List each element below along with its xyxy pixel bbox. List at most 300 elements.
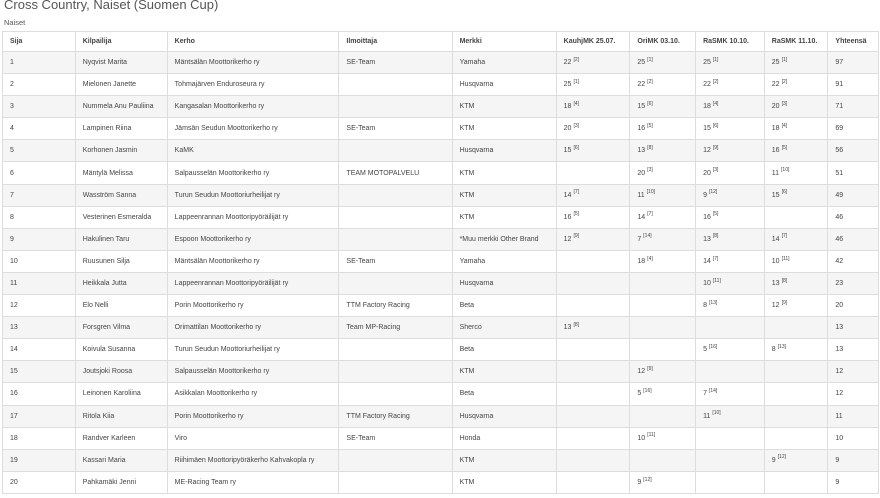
cell-kilpailija: Vesterinen Esmeralda — [75, 206, 167, 228]
cell-yhteensa: 12 — [828, 383, 879, 405]
placing-ref: [13] — [708, 299, 718, 306]
cell-yhteensa: 56 — [828, 140, 879, 162]
cell-yhteensa: 51 — [828, 162, 879, 184]
cell-yhteensa: 97 — [828, 52, 879, 74]
points-value: 5 — [703, 346, 707, 354]
cell-yhteensa: 10 — [828, 427, 879, 449]
cell-kilpailija: Mielonen Janette — [75, 74, 167, 96]
header-yhteensa[interactable]: Yhteensä — [828, 32, 879, 52]
points-value: 18 — [637, 257, 646, 265]
cell-round-2 — [630, 52, 696, 74]
placing-ref: [8] — [781, 277, 788, 284]
cell-round-4 — [764, 449, 828, 471]
header-kilpailija[interactable]: Kilpailija — [75, 32, 167, 52]
placing-ref: [9] — [712, 145, 719, 152]
cell-round-1 — [556, 272, 630, 294]
cell-ilmoittaja — [339, 339, 452, 361]
cell-sija: 17 — [3, 405, 76, 427]
cell-round-1 — [556, 339, 630, 361]
header-round-4[interactable]: RaSMK 11.10. — [764, 32, 828, 52]
points-value: 16 — [703, 213, 711, 221]
points-value: 10 — [637, 434, 646, 442]
cell-merkki: KTM — [452, 162, 556, 184]
cell-merkki: KTM — [452, 206, 556, 228]
points-value: 5 — [637, 390, 642, 398]
cell-yhteensa: 91 — [828, 74, 879, 96]
cell-kilpailija: Elo Nelli — [75, 295, 167, 317]
cell-merkki: Yamaha — [452, 52, 556, 74]
points-value: 20 — [771, 103, 780, 111]
cell-yhteensa: 12 — [828, 361, 879, 383]
cell-kilpailija: Joutsjoki Roosa — [75, 361, 167, 383]
cell-sija: 10 — [3, 250, 76, 272]
cell-round-1 — [556, 140, 630, 162]
cell-sija: 9 — [3, 228, 76, 250]
cell-round-1 — [556, 206, 630, 228]
table-row — [3, 162, 879, 184]
cell-ilmoittaja — [339, 383, 452, 405]
cell-round-2 — [630, 118, 696, 140]
cell-kerho: Tohmajärven Enduroseura ry — [167, 74, 339, 96]
cell-kilpailija: Kassari Maria — [75, 449, 167, 471]
cell-ilmoittaja — [339, 228, 452, 250]
cell-round-3 — [696, 96, 765, 118]
points-value: 15 — [563, 147, 572, 155]
cell-round-4 — [764, 228, 828, 250]
points-value: 22 — [703, 81, 711, 89]
points-value: 15 — [771, 191, 780, 199]
cell-kilpailija: Wasström Sanna — [75, 184, 167, 206]
table-row — [3, 427, 879, 449]
cell-round-1 — [556, 405, 630, 427]
cell-kilpailija: Koivula Susanna — [75, 339, 167, 361]
points-value: 13 — [703, 235, 711, 243]
points-value: 13 — [563, 324, 572, 332]
placing-ref: [7] — [712, 255, 719, 262]
placing-ref: [2] — [781, 78, 788, 85]
placing-ref: [1] — [712, 56, 719, 63]
cell-merkki: Yamaha — [452, 250, 556, 272]
table-row — [3, 140, 879, 162]
cell-yhteensa: 71 — [828, 96, 879, 118]
cell-round-3 — [696, 74, 765, 96]
cell-merkki: KTM — [452, 361, 556, 383]
placing-ref: [7] — [647, 211, 653, 218]
table-row — [3, 339, 879, 361]
points-value: 9 — [703, 191, 707, 199]
points-value: 14 — [637, 213, 646, 221]
placing-ref: [12] — [643, 476, 652, 483]
cell-round-2 — [630, 96, 696, 118]
cell-ilmoittaja: SE-Team — [339, 250, 452, 272]
cell-ilmoittaja — [339, 449, 452, 471]
cell-round-4 — [764, 272, 828, 294]
points-value: 25 — [563, 81, 572, 89]
cell-kerho: Mäntsälän Moottorikerho ry — [167, 52, 339, 74]
points-value: 13 — [637, 147, 646, 155]
cell-kilpailija: Korhonen Jasmin — [75, 140, 167, 162]
points-value: 18 — [563, 103, 572, 111]
cell-merkki: *Muu merkki Other Brand — [452, 228, 556, 250]
cell-round-2 — [630, 427, 696, 449]
placing-ref: [2] — [573, 56, 579, 63]
points-value: 16 — [637, 125, 646, 133]
points-value: 7 — [637, 235, 642, 243]
cell-yhteensa: 9 — [828, 449, 879, 471]
placing-ref: [1] — [573, 78, 579, 85]
points-value: 8 — [771, 346, 776, 354]
cell-sija: 15 — [3, 361, 76, 383]
cell-round-2 — [630, 317, 696, 339]
table-row — [3, 228, 879, 250]
cell-round-3 — [696, 140, 765, 162]
cell-kerho: Asikkalan Moottorikerho ry — [167, 383, 339, 405]
cell-kilpailija: Randver Karleen — [75, 427, 167, 449]
cell-sija: 7 — [3, 184, 76, 206]
points-value: 22 — [637, 81, 646, 89]
cell-sija: 19 — [3, 449, 76, 471]
cell-round-2 — [630, 250, 696, 272]
cell-round-3 — [696, 427, 765, 449]
cell-merkki: Beta — [452, 295, 556, 317]
placing-ref: [8] — [573, 321, 579, 328]
placing-ref: [10] — [712, 410, 721, 417]
placing-ref: [1] — [781, 56, 788, 63]
cell-kerho: Turun Seudun Moottoriurheilijat ry — [167, 184, 339, 206]
cell-round-4 — [764, 405, 828, 427]
header-sija[interactable]: Sija — [3, 32, 76, 52]
placing-ref: [5] — [573, 211, 579, 218]
points-value: 8 — [703, 302, 707, 310]
cell-round-1 — [556, 96, 630, 118]
placing-ref: [11] — [647, 432, 656, 439]
points-value: 11 — [771, 169, 780, 177]
cell-kerho: ME-Racing Team ry — [167, 471, 339, 493]
cell-round-4 — [764, 427, 828, 449]
placing-ref: [9] — [647, 366, 653, 373]
table-row — [3, 184, 879, 206]
points-value: 25 — [771, 59, 780, 67]
cell-ilmoittaja — [339, 184, 452, 206]
placing-ref: [3] — [781, 100, 788, 107]
cell-kilpailija: Heikkala Jutta — [75, 272, 167, 294]
placing-ref: [10] — [646, 189, 656, 196]
points-value: 20 — [563, 125, 572, 133]
placing-ref: [3] — [573, 123, 579, 129]
cell-sija: 12 — [3, 295, 76, 317]
cell-round-4 — [764, 295, 828, 317]
cell-round-1 — [556, 295, 630, 317]
cell-ilmoittaja — [339, 272, 452, 294]
placing-ref: [4] — [781, 123, 788, 129]
cell-merkki: KTM — [452, 118, 556, 140]
cell-ilmoittaja: TEAM MOTOPALVELU — [339, 162, 452, 184]
header-round-3[interactable]: RaSMK 10.10. — [696, 32, 765, 52]
cell-kerho: Viro — [167, 427, 339, 449]
cell-kilpailija: Nummela Anu Pauliina — [75, 96, 167, 118]
cell-round-1 — [556, 383, 630, 405]
cell-round-2 — [630, 449, 696, 471]
points-value: 10 — [703, 279, 711, 287]
cell-sija: 2 — [3, 74, 76, 96]
placing-ref: [7] — [573, 189, 579, 196]
points-value: 13 — [771, 279, 780, 287]
header-round-2[interactable]: OriMK 03.10. — [630, 32, 696, 52]
cell-sija: 8 — [3, 206, 76, 228]
table-row — [3, 383, 879, 405]
cell-round-2 — [630, 361, 696, 383]
cell-round-3 — [696, 405, 765, 427]
table-row — [3, 405, 879, 427]
cell-yhteensa: 69 — [828, 118, 879, 140]
points-value: 14 — [771, 235, 780, 243]
cell-round-2 — [630, 228, 696, 250]
cell-round-1 — [556, 162, 630, 184]
points-value: 12 — [771, 302, 780, 310]
cell-round-3 — [696, 317, 765, 339]
cell-round-4 — [764, 250, 828, 272]
placing-ref: [14] — [643, 233, 652, 240]
cell-yhteensa: 13 — [828, 317, 879, 339]
header-kerho[interactable]: Kerho — [167, 32, 339, 52]
cell-merkki: Husqvarna — [452, 405, 556, 427]
points-value: 18 — [771, 125, 780, 133]
table-row — [3, 272, 879, 294]
points-value: 12 — [703, 147, 711, 155]
cell-round-3 — [696, 206, 765, 228]
cell-ilmoittaja: TTM Factory Racing — [339, 405, 452, 427]
cell-round-1 — [556, 449, 630, 471]
placing-ref: [1] — [647, 56, 653, 63]
cell-round-3 — [696, 383, 765, 405]
cell-kilpailija: Leinonen Karoliina — [75, 383, 167, 405]
cell-kilpailija: Ritola Kiia — [75, 405, 167, 427]
cell-round-3 — [696, 361, 765, 383]
table-row — [3, 74, 879, 96]
cell-round-2 — [630, 405, 696, 427]
cell-round-1 — [556, 228, 630, 250]
cell-sija: 13 — [3, 317, 76, 339]
header-round-1[interactable]: KauhjMK 25.07. — [556, 32, 630, 52]
cell-merkki: KTM — [452, 96, 556, 118]
placing-ref: [9] — [781, 299, 788, 306]
cell-kilpailija: Hakulinen Taru — [75, 228, 167, 250]
cell-yhteensa: 46 — [828, 228, 879, 250]
cell-merkki: Beta — [452, 339, 556, 361]
cell-round-3 — [696, 272, 765, 294]
cell-ilmoittaja: SE-Team — [339, 427, 452, 449]
points-value: 10 — [771, 257, 780, 265]
cell-round-3 — [696, 162, 765, 184]
placing-ref: [16] — [708, 343, 718, 350]
table-header-row — [3, 32, 879, 52]
cell-round-3 — [696, 52, 765, 74]
cell-ilmoittaja — [339, 471, 452, 493]
cell-round-4 — [764, 96, 828, 118]
cell-round-1 — [556, 184, 630, 206]
cell-sija: 18 — [3, 427, 76, 449]
cell-ilmoittaja — [339, 140, 452, 162]
cell-kerho: Turun Seudun Moottoriurheilijat ry — [167, 339, 339, 361]
cell-merkki: Beta — [452, 383, 556, 405]
cell-round-1 — [556, 361, 630, 383]
cell-round-4 — [764, 206, 828, 228]
placing-ref: [9] — [573, 233, 579, 240]
cell-sija: 4 — [3, 118, 76, 140]
cell-round-2 — [630, 471, 696, 493]
placing-ref: [6] — [781, 189, 788, 196]
placing-ref: [11] — [712, 277, 721, 284]
placing-ref: [16] — [643, 388, 652, 395]
header-merkki[interactable]: Merkki — [452, 32, 556, 52]
cell-sija: 14 — [3, 339, 76, 361]
table-row — [3, 449, 879, 471]
points-value: 16 — [771, 147, 780, 155]
placing-ref: [5] — [647, 123, 653, 129]
placing-ref: [2] — [712, 78, 719, 85]
cell-round-2 — [630, 272, 696, 294]
cell-round-3 — [696, 118, 765, 140]
points-value: 11 — [637, 191, 645, 199]
cell-ilmoittaja — [339, 361, 452, 383]
cell-kilpailija: Pahkamäki Jenni — [75, 471, 167, 493]
placing-ref: [3] — [647, 167, 653, 174]
cell-yhteensa: 49 — [828, 184, 879, 206]
cell-ilmoittaja: Team MP-Racing — [339, 317, 452, 339]
header-ilmoittaja[interactable]: Ilmoittaja — [339, 32, 452, 52]
cell-round-3 — [696, 471, 765, 493]
cell-round-4 — [764, 52, 828, 74]
placing-ref: [7] — [781, 233, 788, 240]
points-value: 11 — [703, 412, 711, 420]
cell-kerho: Lappeenrannan Moottoripyöräilijät ry — [167, 206, 339, 228]
cell-yhteensa: 9 — [828, 471, 879, 493]
cell-merkki: Honda — [452, 427, 556, 449]
cell-round-1 — [556, 317, 630, 339]
cell-round-3 — [696, 449, 765, 471]
cell-round-1 — [556, 250, 630, 272]
cell-yhteensa: 42 — [828, 250, 879, 272]
placing-ref: [12] — [708, 189, 718, 196]
cell-kilpailija: Forsgren Vilma — [75, 317, 167, 339]
cell-ilmoittaja: SE-Team — [339, 118, 452, 140]
table-row — [3, 206, 879, 228]
cell-merkki: KTM — [452, 184, 556, 206]
cell-sija: 16 — [3, 383, 76, 405]
points-value: 14 — [563, 191, 572, 199]
points-value: 25 — [703, 59, 711, 67]
cell-merkki: Husqvarna — [452, 272, 556, 294]
points-value: 15 — [637, 103, 646, 111]
cell-yhteensa: 13 — [828, 339, 879, 361]
cell-round-4 — [764, 339, 828, 361]
cell-round-2 — [630, 74, 696, 96]
cell-round-2 — [630, 206, 696, 228]
cell-kilpailija: Mäntylä Melissa — [75, 162, 167, 184]
points-value: 12 — [563, 235, 572, 243]
points-value: 22 — [771, 81, 780, 89]
points-value: 20 — [703, 169, 711, 177]
cell-round-4 — [764, 383, 828, 405]
table-row — [3, 295, 879, 317]
points-value: 20 — [637, 169, 646, 177]
cell-kerho: Porin Moottorikerho ry — [167, 405, 339, 427]
cell-round-3 — [696, 250, 765, 272]
cell-sija: 11 — [3, 272, 76, 294]
cell-kerho: Riihimäen Moottoripyöräkerho Kahvakopla ry — [167, 449, 339, 471]
cell-sija: 6 — [3, 162, 76, 184]
placing-ref: [12] — [777, 454, 787, 461]
placing-ref: [4] — [573, 100, 579, 107]
table-row — [3, 361, 879, 383]
cell-round-4 — [764, 162, 828, 184]
cell-round-4 — [764, 317, 828, 339]
placing-ref: [3] — [712, 167, 719, 174]
placing-ref: [14] — [708, 388, 718, 395]
placing-ref: [4] — [647, 255, 653, 262]
points-value: 7 — [703, 390, 707, 398]
cell-yhteensa: 23 — [828, 272, 879, 294]
cell-round-2 — [630, 184, 696, 206]
cell-ilmoittaja — [339, 96, 452, 118]
cell-merkki: KTM — [452, 471, 556, 493]
table-row — [3, 471, 879, 493]
table-row — [3, 317, 879, 339]
cell-sija: 5 — [3, 140, 76, 162]
cell-kilpailija: Ruusunen Silja — [75, 250, 167, 272]
cell-round-4 — [764, 471, 828, 493]
placing-ref: [6] — [647, 100, 653, 107]
cell-round-4 — [764, 184, 828, 206]
points-value: 18 — [703, 103, 711, 111]
cell-kerho: Mäntsälän Moottorikerho ry — [167, 250, 339, 272]
points-value: 14 — [703, 257, 711, 265]
cell-merkki: Husqvarna — [452, 74, 556, 96]
cell-kerho: Kangasalan Moottorikerho ry — [167, 96, 339, 118]
cell-ilmoittaja — [339, 206, 452, 228]
cell-ilmoittaja: TTM Factory Racing — [339, 295, 452, 317]
placing-ref: [4] — [712, 100, 719, 107]
points-value: 12 — [637, 368, 646, 376]
points-value: 15 — [703, 125, 711, 133]
cell-round-3 — [696, 295, 765, 317]
cell-round-4 — [764, 118, 828, 140]
cell-kerho: Espoon Moottorikerho ry — [167, 228, 339, 250]
cell-sija: 3 — [3, 96, 76, 118]
cell-round-3 — [696, 228, 765, 250]
placing-ref: [10] — [781, 167, 790, 174]
cell-yhteensa: 11 — [828, 405, 879, 427]
cell-kerho: Lappeenrannan Moottoripyöräilijät ry — [167, 272, 339, 294]
cell-round-2 — [630, 383, 696, 405]
placing-ref: [13] — [777, 343, 787, 350]
cell-ilmoittaja — [339, 74, 452, 96]
table-row — [3, 118, 879, 140]
cell-sija: 1 — [3, 52, 76, 74]
table-row — [3, 250, 879, 272]
cell-round-1 — [556, 74, 630, 96]
placing-ref: [6] — [573, 145, 579, 152]
cell-round-2 — [630, 162, 696, 184]
points-value: 16 — [563, 213, 572, 221]
placing-ref: [5] — [712, 211, 719, 218]
placing-ref: [5] — [781, 145, 788, 152]
cell-round-3 — [696, 339, 765, 361]
placing-ref: [2] — [647, 78, 653, 85]
cell-yhteensa: 20 — [828, 295, 879, 317]
cell-merkki: Sherco — [452, 317, 556, 339]
cell-yhteensa: 46 — [828, 206, 879, 228]
